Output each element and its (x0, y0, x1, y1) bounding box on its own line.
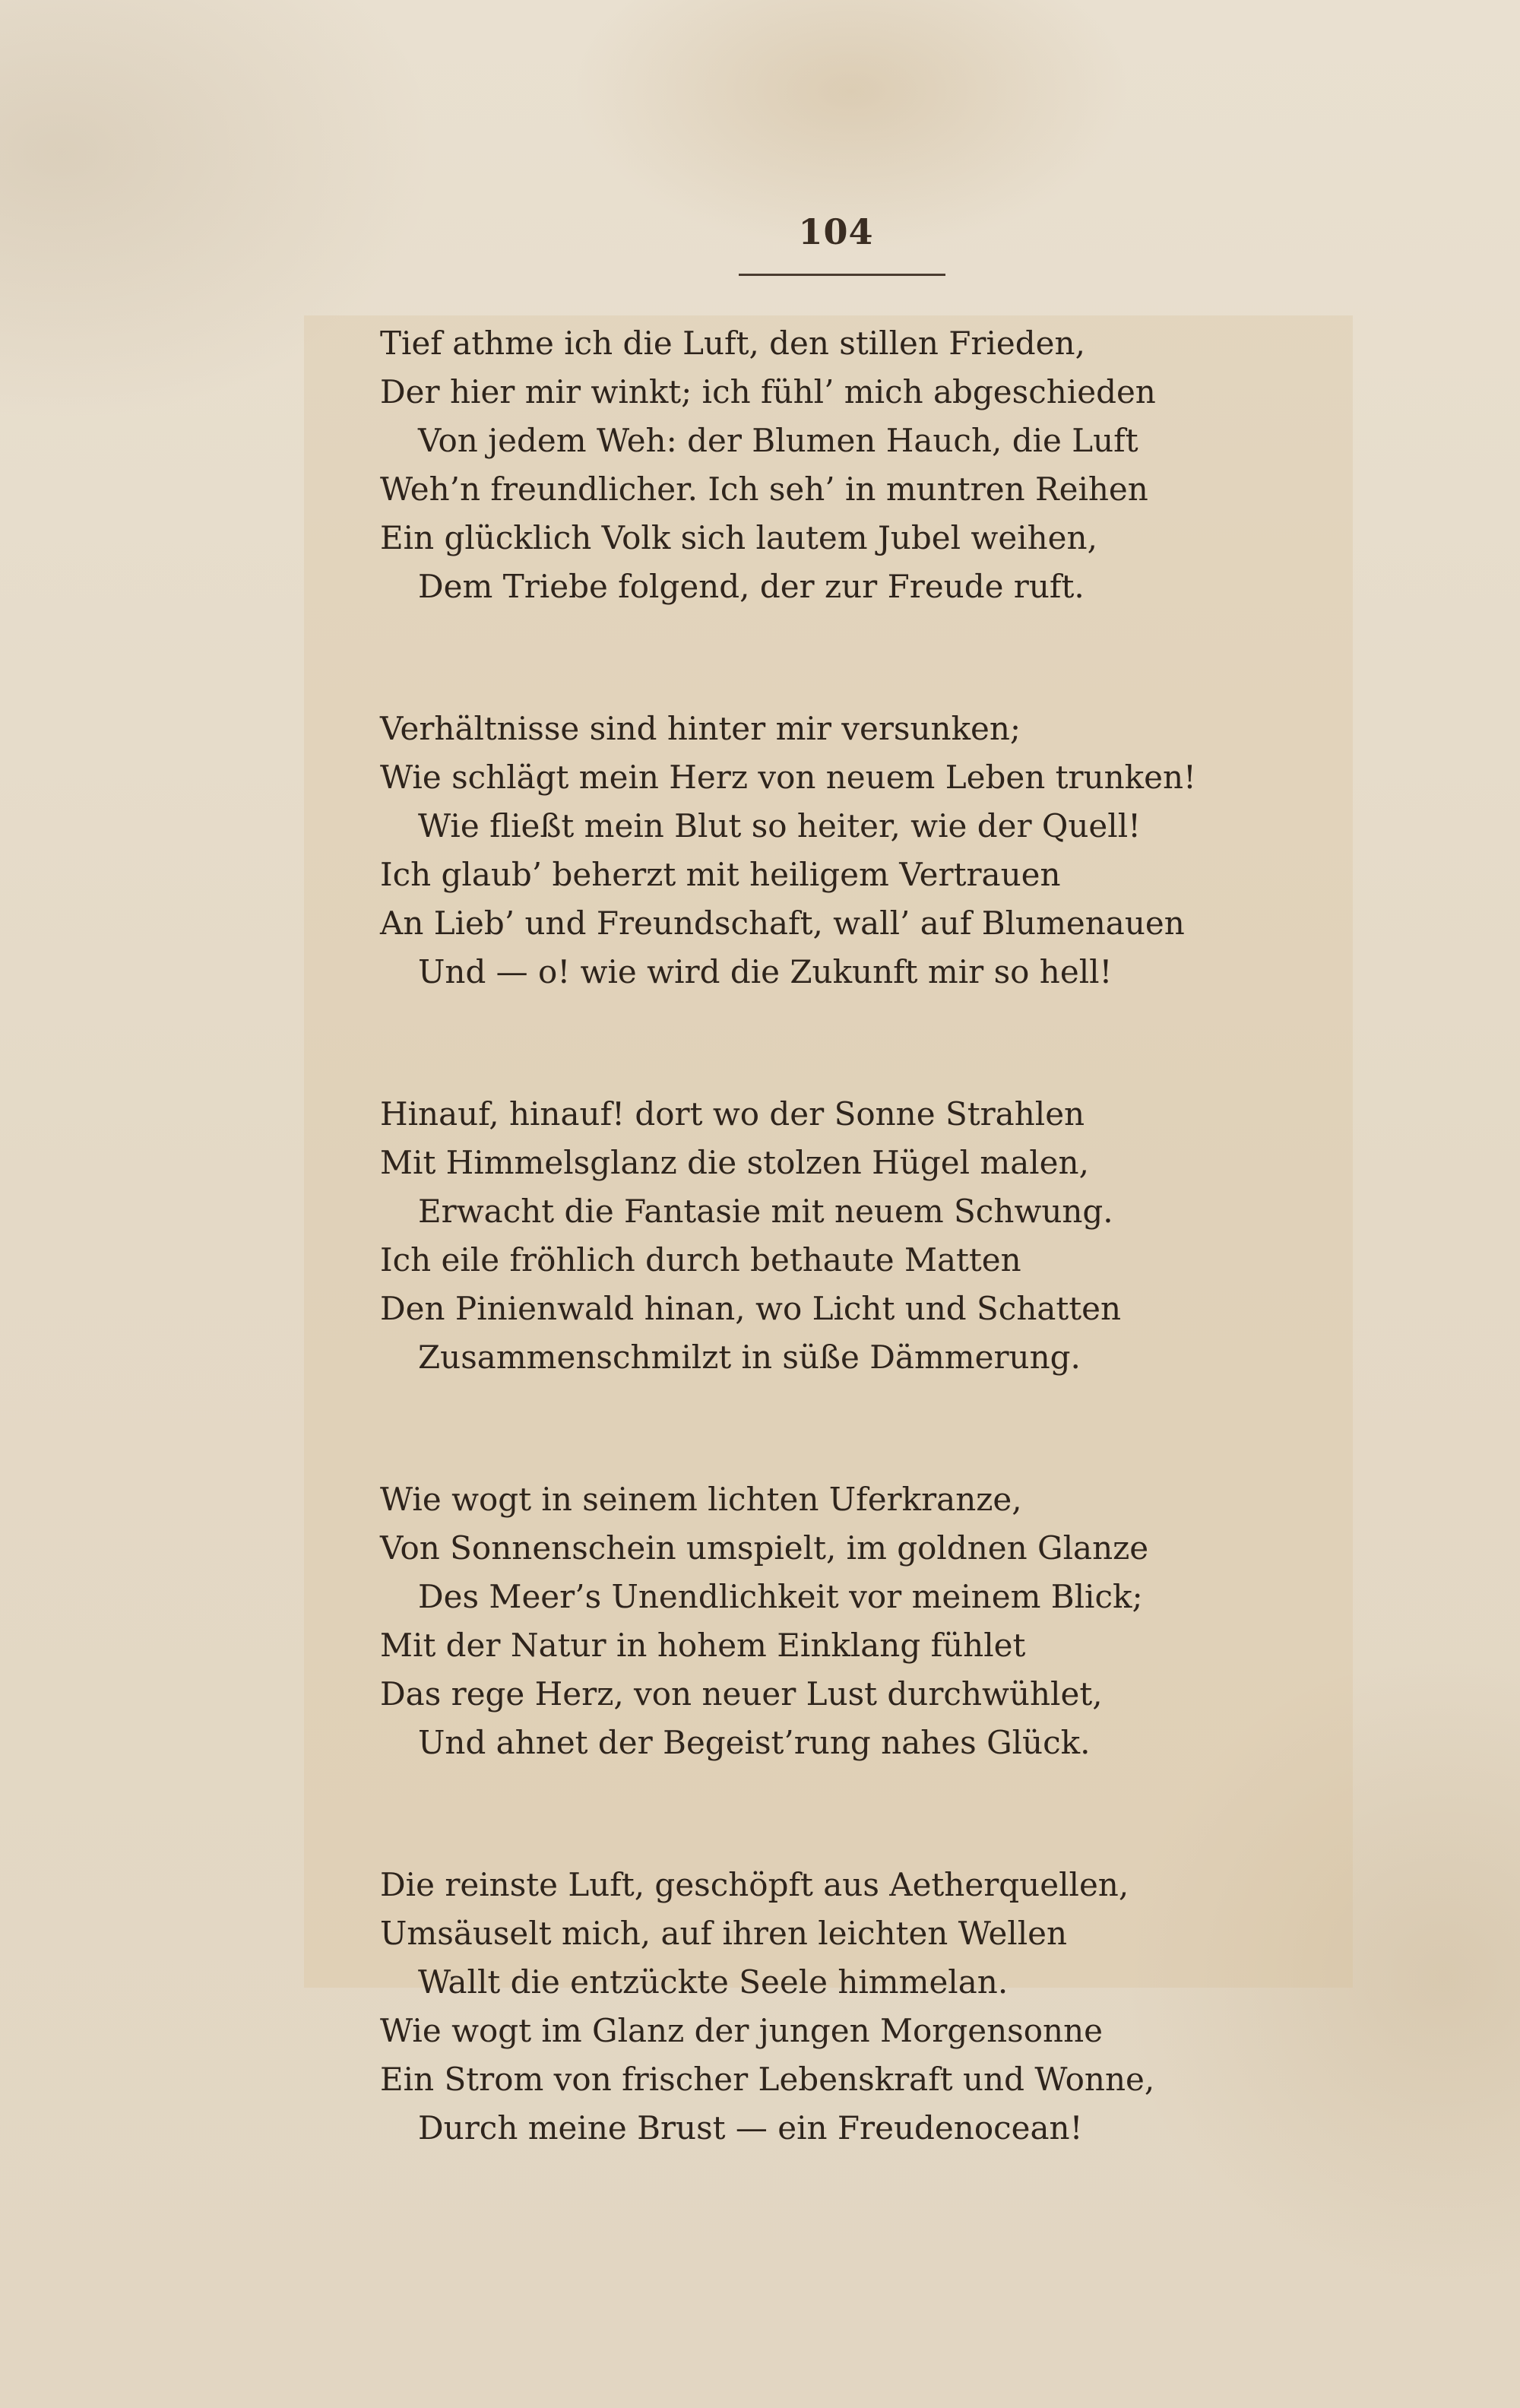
poem-line: Wie fließt mein Blut so heiter, wie der Quell! (418, 807, 1142, 844)
poem-line: Die reinste Luft, geschöpft aus Aetherquellen, (380, 1866, 1129, 1903)
poem-line: Tief athme ich die Luft, den stillen Frieden, (380, 325, 1085, 362)
poem-line: Wie schlägt mein Herz von neuem Leben trunken! (380, 759, 1196, 796)
poem-line: Den Pinienwald hinan, wo Licht und Schatten (380, 1290, 1122, 1327)
poem-line: Des Meer’s Unendlichkeit vor meinem Blick; (418, 1578, 1143, 1615)
stanza-1 (380, 319, 1292, 611)
poem-line: Ich eile fröhlich durch bethaute Matten (380, 1241, 1021, 1278)
page-number: 104 (798, 211, 874, 252)
poem-line: Mit der Natur in hohem Einklang fühlet (380, 1627, 1026, 1664)
stanza-5 (380, 1861, 1292, 2153)
poem-line: Wallt die entzückte Seele himmelan. (418, 1963, 1009, 2001)
poem-line: Ich glaub’ beherzt mit heiligem Vertrauen (380, 856, 1061, 893)
poem-line: Von jedem Weh: der Blumen Hauch, die Luft (418, 422, 1138, 459)
poem-line: Durch meine Brust — ein Freudenocean! (418, 2109, 1083, 2147)
stanza-3 (380, 1090, 1292, 1382)
poem-line: Zusammenschmilzt in süße Dämmerung. (418, 1339, 1081, 1376)
poem-line: Hinauf, hinauf! dort wo der Sonne Strahlen (380, 1095, 1085, 1133)
poem-line: Erwacht die Fantasie mit neuem Schwung. (418, 1193, 1113, 1230)
poem-line: Ein glücklich Volk sich lautem Jubel weihen, (380, 519, 1097, 556)
poem-line: Wie wogt in seinem lichten Uferkranze, (380, 1481, 1022, 1518)
poem-line: Der hier mir winkt; ich fühl’ mich abgeschieden (380, 373, 1156, 410)
poem-line: Dem Triebe folgend, der zur Freude ruft. (418, 568, 1085, 605)
stanza-2 (380, 705, 1292, 996)
poem (380, 319, 1292, 2246)
poem-line: Mit Himmelsglanz die stolzen Hügel malen, (380, 1144, 1089, 1181)
poem-line: Und ahnet der Begeist’rung nahes Glück. (418, 1724, 1091, 1761)
poem-line: Umsäuselt mich, auf ihren leichten Wellen (380, 1915, 1068, 1952)
poem-line: Und — o! wie wird die Zukunft mir so hell! (418, 953, 1113, 990)
poem-line: Ein Strom von frischer Lebenskraft und Wonne, (380, 2061, 1155, 2098)
poem-line: Von Sonnenschein umspielt, im goldnen Glanze (380, 1529, 1149, 1567)
poem-line: Das rege Herz, von neuer Lust durchwühlet, (380, 1675, 1103, 1713)
poem-line: Weh’n freundlicher. Ich seh’ in muntren Reihen (380, 471, 1148, 508)
poem-line: Verhältnisse sind hinter mir versunken; (380, 710, 1021, 747)
poem-line: Wie wogt im Glanz der jungen Morgensonne (380, 2012, 1103, 2049)
header-rule (739, 274, 945, 276)
stanza-4 (380, 1475, 1292, 1767)
poem-line: An Lieb’ und Freundschaft, wall’ auf Blumenauen (380, 905, 1185, 942)
